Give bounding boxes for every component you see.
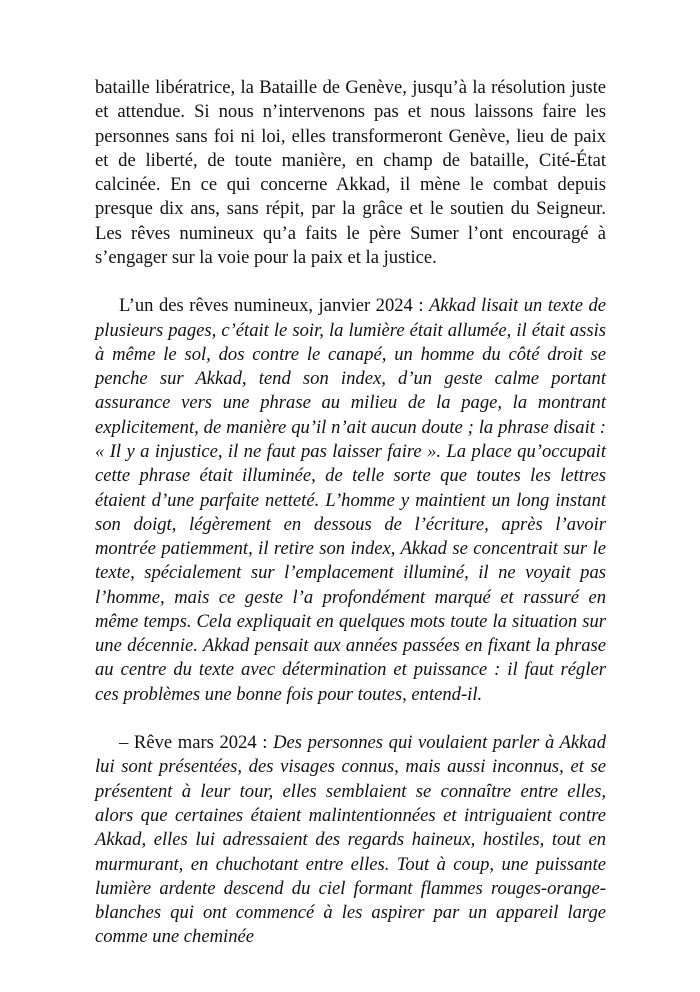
- document-page: [95, 76, 606, 974]
- paragraph-body-italic: Des personnes qui voulaient parler à Akkad lui sont présentées, des visages connus, mais aussi inconnus, et se présentent à leur tour, elles semblaient se connaître entre elles, alors que certaines étaient malintentionnées et intriguaient contre Akkad, elles lui adressaient des regards haineux, hostiles, tout en murmurant, en chuchotant entre elles. Tout à coup, une puissante lumière ardente descend du ciel formant flammes rouges-orange-blanches qui ont commencé à les aspirer par un appareil large comme une cheminée: [95, 732, 606, 948]
- paragraph-body-italic: Akkad lisait un texte de plusieurs pages, c’était le soir, la lumière était allumée, il était assis à même le sol, dos contre le canapé, un homme du côté droit se penche sur Akkad, tend son index, d’un geste calme portant assurance vers une phrase au milieu de la page, la montrant explicitement, de manière qu’il n’ait aucun doute ; la phrase disait : « Il y a injustice, il ne faut pas laisser faire ». La place qu’occupait cette phrase était illuminée, de telle sorte que toutes les lettres étaient d’une parfaite netteté. L’homme y maintient un long instant son doigt, légèrement en dessous de l’écriture, après l’avoir montrée patiemment, il retire son index, Akkad se concentrait sur le texte, spécialement sur l’emplacement illuminé, il ne voyait pas l’homme, mais ce geste l’a profondément marqué et rassuré en même temps. Cela expliquait en quelques mots toute la situation sur une décennie. Akkad pensait aux années passées en fixant la phrase au centre du texte avec détermination et puissance : il faut régler ces problèmes une bonne fois pour toutes, entend-il.: [95, 295, 607, 705]
- paragraph-lead: L’un des rêves numineux, janvier 2024 :: [119, 295, 430, 317]
- paragraph-dream-january-2024: [95, 294, 606, 707]
- paragraph-dream-march-2024: [95, 731, 606, 949]
- paragraph-body: bataille libératrice, la Bataille de Genève, jusqu’à la résolution juste et attendue. Si nous n’intervenons pas et nous laissons faire les personnes sans foi ni loi, elles transformeront Genève, lieu de paix et de liberté, de toute manière, en champ de bataille, Cité-État calcinée. En ce qui concerne Akkad, il mène le combat depuis presque dix ans, sans répit, par la grâce et le soutien du Seigneur. Les rêves numineux qu’a faits le père Sumer l’ont encouragé à s’engager sur la voie pour la paix et la justice.: [95, 77, 606, 268]
- paragraph-lead: – Rêve mars 2024 :: [119, 732, 274, 754]
- paragraph-geneva-battle: [95, 76, 606, 270]
